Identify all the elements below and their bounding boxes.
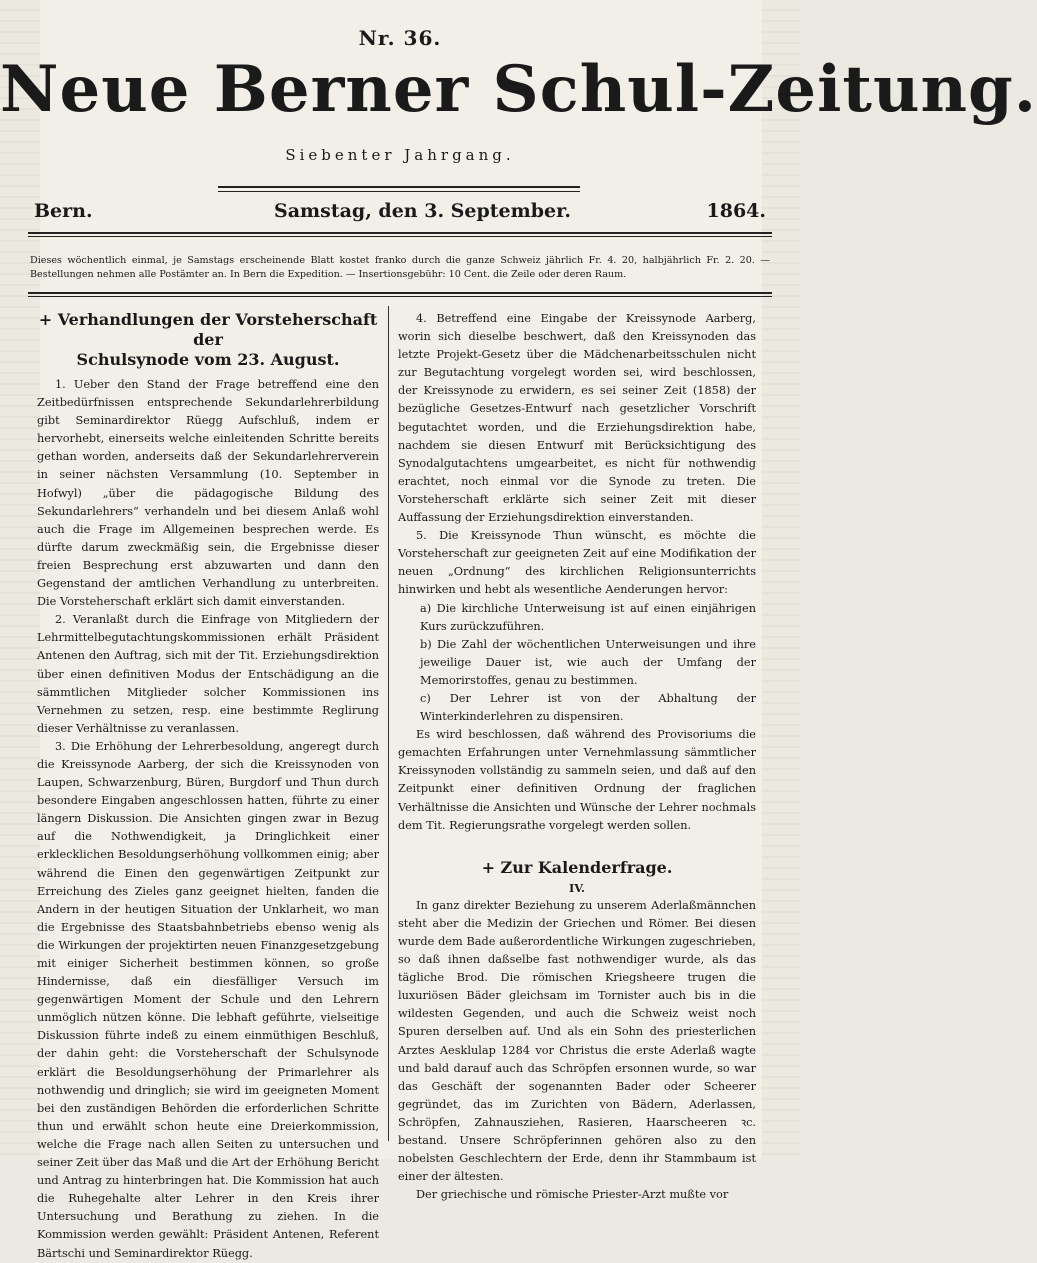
show-through-right [762, 0, 800, 1159]
masthead-title: Neue Berner Schul-Zeitung. [0, 52, 1037, 127]
paragraph: 1. Ueber den Stand der Frage betreffend eine den Zeitbedürfnissen entsprechende Sekundarlehrerbildung gibt Seminardirektor Rüegg Aufschluß, indem er hervorhebt, einerseits welche einleitenden Schritte bereits gethan worden, anderseits daß der Sekundarlehrerverein in seiner nächsten Versammlung (10. September in Hofwyl) „über die pädagogische Bildung des Sekundarlehrers“ verhandeln und bei diesem Anlaß wohl auch die Frage im Allgemeinen besprechen werde. Es dürfte darum zweckmäßig sein, die Ergebnisse dieser freien Besprechung erst abzuwarten und dann den Gegenstand der amtlichen Verhandlung zu unterbreiten. Die Vorsteherschaft erklärt sich damit einverstanden. [37, 378, 379, 609]
dateline-rule [28, 232, 772, 234]
notice-rule-thin [28, 296, 772, 297]
paragraph: 5. Die Kreissynode Thun wünscht, es möchte die Vorsteherschaft zur geeigneten Zeit auf eine Modifikation der neuen „Ordnung“ des kirchlichen Religionsunterrichts hinwirken und hebt als wesentliche Aenderungen hervor: [398, 529, 756, 597]
show-through-left [0, 0, 40, 1159]
right-column [398, 310, 756, 1204]
masthead-rule-bottom [218, 191, 580, 192]
article-heading-line1: + Verhandlungen der Vorsteherschaft der [38, 310, 378, 349]
paragraph: In ganz direkter Beziehung zu unserem Aderlaßmännchen steht aber die Medizin der Griechen und Römer. Bei diesen wurde dem Bade außerordentliche Wirkungen zugeschrieben, so daß ihnen daßselbe fast nothwendiger wurde, als das tägliche Brod. Die römischen Kriegsheere trugen die luxuriösen Bäder gleichsam im Tornister auch bis in die wildesten Gegenden, und auch die Schweiz weist noch Spuren derselben auf. Und als ein Sohn des priesterlichen Arztes Aesklulap 1284 vor Christus die erste Aderlaß wagte und bald darauf auch das Schröpfen ersonnen wurde, so war das Geschäft der sogenannten Bader oder Scheerer gegründet, das im Zurichten von Bädern, Aderlassen, Schröpfen, Zahnausziehen, Rasieren, Haarscheeren ꝛc. bestand. Unsere Schröpferinnen gehören also zu den nobelsten Geschlechtern der Erde, denn ihr Stammbaum ist einer der ältesten. [398, 898, 756, 1184]
article-subheading: IV. [568, 880, 585, 895]
issue-number: Nr. 36. [358, 26, 442, 50]
dateline-year: 1864. [706, 200, 766, 222]
paragraph: Es wird beschlossen, daß während des Provisoriums die gemachten Erfahrungen unter Vernehmlassung sämmtlicher Kreissynoden vollständig zu sammeln seien, und daß auf den Zeitpunkt einer definitiven Ordnung der fraglichen Verhältnisse die Ansichten und Wünsche der Lehrer nochmals dem Tit. Regierungsrathe vorgelegt werden sollen. [398, 728, 756, 832]
left-column [37, 310, 379, 1263]
dateline [34, 200, 766, 224]
paragraph: Der griechische und römische Priester-Arzt mußte vor [416, 1188, 729, 1202]
paragraph: 2. Veranlaßt durch die Einfrage von Mitgliedern der Lehrmittelbegutachtungskommissionen erhält Präsident Antenen den Auftrag, sich mit der Tit. Erziehungsdirektion über einen definitiven Modus der Entschädigung an die sämmtlichen Mitglieder solcher Kommissionen ins Vernehmen zu setzen, resp. eine bestimmte Reglirung dieser Verhältnisse zu veranlassen. [37, 613, 379, 735]
column-divider [388, 306, 389, 1141]
dateline-place: Bern. [34, 200, 93, 222]
article-heading-calendar: + Zur Kalenderfrage. [481, 857, 673, 877]
paragraph: 4. Betreffend eine Eingabe der Kreissynode Aarberg, worin sich dieselbe beschwert, daß den Kreissynoden das letzte Projekt-Gesetz über die Mädchenarbeitsschulen nicht zur Begutachtung vorgelegt worden sei, wird beschlossen, der Kreissynode zu erwidern, es sei seiner Zeit (1858) der bezügliche Gesetzes-Entwurf nach gesetzlicher Vorschrift begutachtet worden, und die Erziehungsdirektion habe, nachdem sie diesen Entwurf mit Berücksichtigung des Synodalgutachtens umgearbeitet, es nicht für nothwendig erachtet, noch einmal vor die Synode zu treten. Die Vorsteherschaft erklärte sich seiner Zeit mit dieser Auffassung der Erziehungsdirektion einverstanden. [398, 312, 756, 525]
subscription-notice: Dieses wöchentlich einmal, je Samstags erscheinende Blatt kostet franko durch die ganze Schweiz jährlich Fr. 4. 20, halbjährlich Fr. 2. 20. — Bestellungen nehmen alle Postämter an. In Bern die Expedition. — Insertionsgebühr: 10 Cent. die Zeile oder deren Raum. [30, 255, 770, 280]
demands-list [398, 600, 756, 727]
notice-rule [28, 292, 772, 294]
list-item: b) Die Zahl der wöchentlichen Unterweisungen und ihre jeweilige Dauer ist, wie auch der Umfang der Memorirstoffes, genau zu bestimmen. [420, 637, 756, 687]
dateline-date: Samstag, den 3. September. [274, 200, 572, 222]
masthead-rule-top [218, 186, 580, 188]
list-item: c) Der Lehrer ist von der Abhaltung der Winterkinderlehren zu dispensiren. [420, 691, 756, 724]
article-heading-line2: Schulsynode vom 23. August. [76, 350, 340, 369]
dateline-rule-thin [28, 236, 772, 237]
volume-line: Siebenter Jahrgang. [285, 146, 515, 164]
paragraph: 3. Die Erhöhung der Lehrerbesoldung, angeregt durch die Kreissynode Aarberg, der sich die Kreissynoden von Laupen, Schwarzenburg, Büren, Burgdorf und Thun durch besondere Eingaben angeschlossen hatten, führte zu einer längern Diskussion. Die Ansichten gingen zwar in Bezug auf die Nothwendigkeit, ja Dringlichkeit einer erklecklichen Besoldungserhöhung vollkommen einig; aber während die Einen den gegenwärtigen Zeitpunkt zur Erreichung des Zieles ganz geeignet hielten, fanden die Andern in der heutigen Situation der Unklarheit, wo man die Ergebnisse des Staatsbahnbetriebs ebenso wenig als die Wirkungen der projektirten neuen Finanzgesetzgebung mit einiger Sicherheit bestimmen können, so große Hindernisse, daß ein diesfälliger Versuch im gegenwärtigen Moment der Schule und den Lehrern unmöglich nützen könne. Die lebhaft geführte, vielseitige Diskussion führte indeß zu einem einmüthigen Beschluß, der dahin geht: die Vorsteherschaft der Schulsynode erklärt die Besoldungserhöhung der Primarlehrer als nothwendig und dringlich; sie wird im geeigneten Moment bei den zuständigen Behörden die erforderlichen Schritte thun und erwählt schon heute eine Dreierkommission, welche die Frage nach allen Seiten zu untersuchen und seiner Zeit über das Maß und die Art der Erhöhung Bericht und Antrag zu hinterbringen hat. Die Kommission hat auch die Ruhegehalte alter Lehrer in den Kreis ihrer Untersuchung und Berathung zu ziehen. In die Kommission werden gewählt: Präsident Antenen, Referent Bärtschi und Seminardirektor Rüegg. [37, 739, 379, 1260]
list-item: a) Die kirchliche Unterweisung ist auf einen einjährigen Kurs zurückzuführen. [420, 601, 756, 633]
